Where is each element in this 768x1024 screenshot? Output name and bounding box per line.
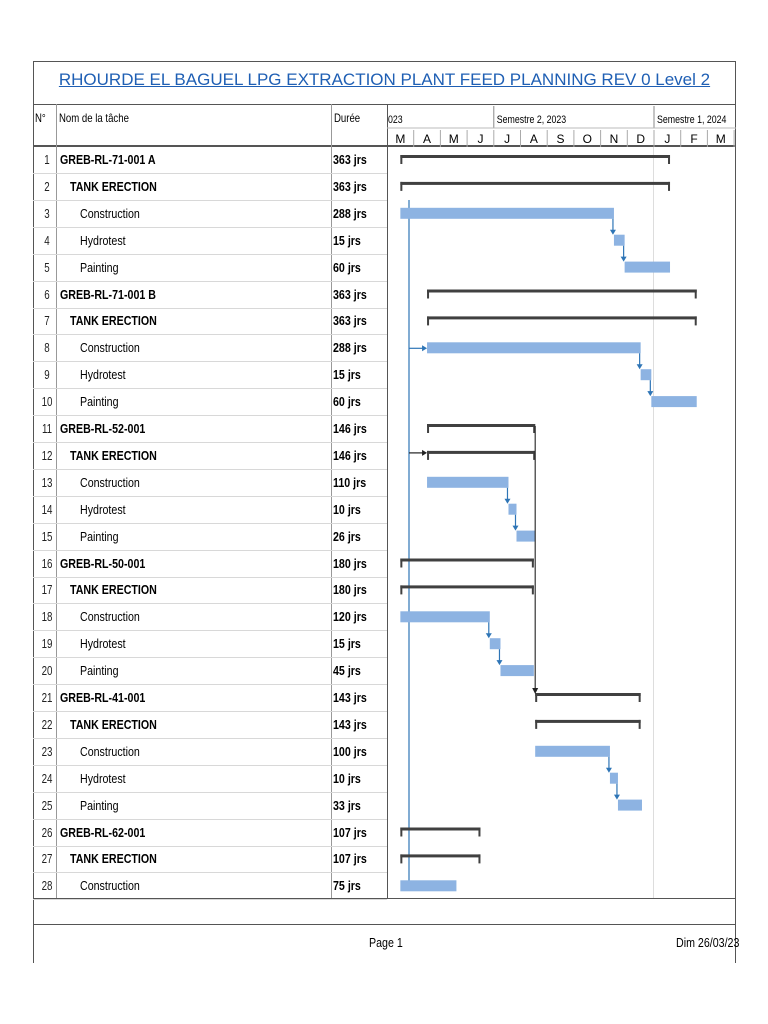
table-row[interactable] (33, 739, 387, 766)
table-header (33, 104, 736, 147)
task-id: 9 (44, 367, 50, 383)
timescale-month: J (504, 132, 511, 146)
table-row[interactable] (33, 524, 387, 551)
task-name: TANK ERECTION (70, 851, 157, 867)
task-duration: 120 jrs (333, 609, 367, 625)
task-id: 27 (41, 851, 53, 867)
header-duration: Durée (334, 111, 361, 125)
task-id: 22 (41, 716, 53, 732)
task-name: TANK ERECTION (70, 447, 157, 463)
task-id: 15 (41, 528, 53, 544)
task-id: 25 (41, 797, 53, 813)
table-row[interactable] (33, 712, 387, 739)
task-name: Hydrotest (80, 636, 126, 652)
task-name: Construction (80, 205, 140, 221)
task-name: Construction (80, 474, 140, 490)
table-row[interactable] (33, 228, 387, 255)
task-name: Painting (80, 528, 119, 544)
table-row[interactable] (33, 873, 387, 900)
task-name: Hydrotest (80, 770, 126, 786)
task-name: Construction (80, 609, 140, 625)
task-name: Construction (80, 878, 140, 894)
footer-divider (33, 898, 736, 899)
task-id: 20 (41, 663, 53, 679)
timescale-month: N (609, 132, 619, 146)
task-name: GREB-RL-41-001 (60, 690, 146, 705)
task-duration: 60 jrs (333, 259, 361, 275)
table-row[interactable] (33, 470, 387, 497)
task-id: 5 (44, 259, 50, 275)
task-duration: 45 jrs (333, 663, 361, 679)
table-row[interactable] (33, 846, 387, 873)
timescale-month: A (529, 132, 538, 146)
table-row[interactable] (33, 820, 387, 847)
task-duration: 15 jrs (333, 367, 361, 383)
timescale-period: Semestre 1, 2024 (657, 114, 727, 127)
task-duration: 107 jrs (333, 851, 367, 867)
task-name: GREB-RL-52-001 (60, 421, 146, 436)
timescale-month: S (556, 132, 565, 146)
task-id: 1 (44, 152, 50, 167)
task-name: Construction (80, 743, 140, 759)
task-duration: 33 jrs (333, 797, 361, 813)
task-duration: 363 jrs (333, 152, 367, 167)
timescale-month: J (664, 132, 671, 146)
task-duration: 100 jrs (333, 743, 367, 759)
task-duration: 107 jrs (333, 824, 367, 840)
task-id: 3 (44, 205, 50, 221)
task-id: 10 (41, 394, 53, 410)
task-id: 18 (41, 609, 53, 625)
timescale-month: M (715, 132, 726, 146)
task-name: TANK ERECTION (70, 582, 157, 598)
task-name: GREB-RL-71-001 A (60, 152, 156, 167)
footer-divider-2 (33, 924, 736, 925)
task-id: 8 (44, 340, 50, 356)
timescale-month: O (582, 132, 592, 146)
task-name: GREB-RL-50-001 (60, 555, 146, 571)
task-id: 16 (41, 555, 53, 571)
task-id: 7 (44, 313, 50, 329)
task-id: 12 (41, 447, 53, 463)
task-duration: 10 jrs (333, 501, 361, 517)
table-row[interactable] (33, 147, 387, 174)
table-row[interactable] (33, 658, 387, 685)
task-duration: 146 jrs (333, 421, 367, 436)
task-name: Hydrotest (80, 367, 126, 383)
header-name: Nom de la tâche (59, 111, 129, 125)
table-row[interactable] (33, 443, 387, 470)
task-duration: 288 jrs (333, 205, 367, 221)
table-row[interactable] (33, 174, 387, 201)
table-row[interactable] (33, 604, 387, 631)
task-name: Painting (80, 797, 119, 813)
task-duration: 15 jrs (333, 232, 361, 248)
task-name: TANK ERECTION (70, 178, 157, 194)
task-duration: 143 jrs (333, 716, 367, 732)
timescale-month: F (690, 132, 698, 146)
task-name: GREB-RL-71-001 B (60, 286, 156, 302)
timescale-month: D (636, 132, 645, 146)
table-row[interactable] (33, 497, 387, 524)
timescale-period: Semestre 2, 2023 (496, 114, 567, 127)
print-date: Dim 26/03/23 (676, 935, 740, 950)
header-id: N° (35, 111, 46, 125)
task-id: 21 (41, 690, 53, 705)
timescale-month: M (448, 132, 459, 146)
task-id: 11 (41, 421, 53, 436)
task-id: 28 (41, 878, 53, 894)
task-duration: 146 jrs (333, 447, 367, 463)
task-id: 13 (41, 474, 53, 490)
table-row[interactable] (33, 793, 387, 820)
task-duration: 75 jrs (333, 878, 361, 894)
task-name: Painting (80, 663, 119, 679)
table-row[interactable] (33, 308, 387, 335)
chart-title: RHOURDE EL BAGUEL LPG EXTRACTION PLANT FEED PLANNING REV 0 Level 2 (58, 70, 711, 89)
task-name: Painting (80, 259, 119, 275)
table-row[interactable] (33, 577, 387, 604)
task-name: Painting (80, 394, 119, 410)
task-duration: 60 jrs (333, 394, 361, 410)
table-row[interactable] (33, 685, 387, 712)
task-name: Hydrotest (80, 232, 126, 248)
table-row[interactable] (33, 335, 387, 362)
table-row[interactable] (33, 201, 387, 228)
task-name: Hydrotest (80, 501, 126, 517)
task-duration: 363 jrs (333, 178, 367, 194)
task-name: GREB-RL-62-001 (60, 824, 146, 840)
task-id: 17 (41, 582, 53, 598)
timescale-period: 023 (388, 114, 403, 127)
table-row[interactable] (33, 416, 387, 443)
task-name: TANK ERECTION (70, 716, 157, 732)
task-duration: 363 jrs (333, 313, 367, 329)
table-row[interactable] (33, 631, 387, 658)
table-row[interactable] (33, 362, 387, 389)
task-duration: 180 jrs (333, 555, 367, 571)
task-duration: 288 jrs (333, 340, 367, 356)
table-row[interactable] (33, 282, 387, 309)
task-duration: 143 jrs (333, 690, 367, 705)
task-duration: 26 jrs (333, 528, 361, 544)
task-duration: 15 jrs (333, 636, 361, 652)
timescale-month: J (477, 132, 484, 146)
task-id: 26 (41, 824, 53, 840)
task-duration: 363 jrs (333, 286, 367, 302)
task-id: 23 (41, 743, 53, 759)
table-row[interactable] (33, 255, 387, 282)
timescale-month: M (395, 132, 406, 146)
task-id: 19 (41, 636, 53, 652)
table-row[interactable] (33, 551, 387, 578)
task-duration: 110 jrs (333, 474, 367, 490)
table-row[interactable] (33, 766, 387, 793)
task-id: 14 (41, 501, 53, 517)
task-id: 6 (44, 286, 50, 302)
task-name: TANK ERECTION (70, 313, 157, 329)
table-row[interactable] (33, 389, 387, 416)
task-duration: 10 jrs (333, 770, 361, 786)
task-id: 2 (44, 178, 50, 194)
page-number: Page 1 (369, 935, 403, 950)
task-name: Construction (80, 340, 140, 356)
task-id: 4 (44, 232, 50, 248)
task-duration: 180 jrs (333, 582, 367, 598)
timescale-month: A (423, 132, 432, 146)
task-id: 24 (41, 770, 53, 786)
